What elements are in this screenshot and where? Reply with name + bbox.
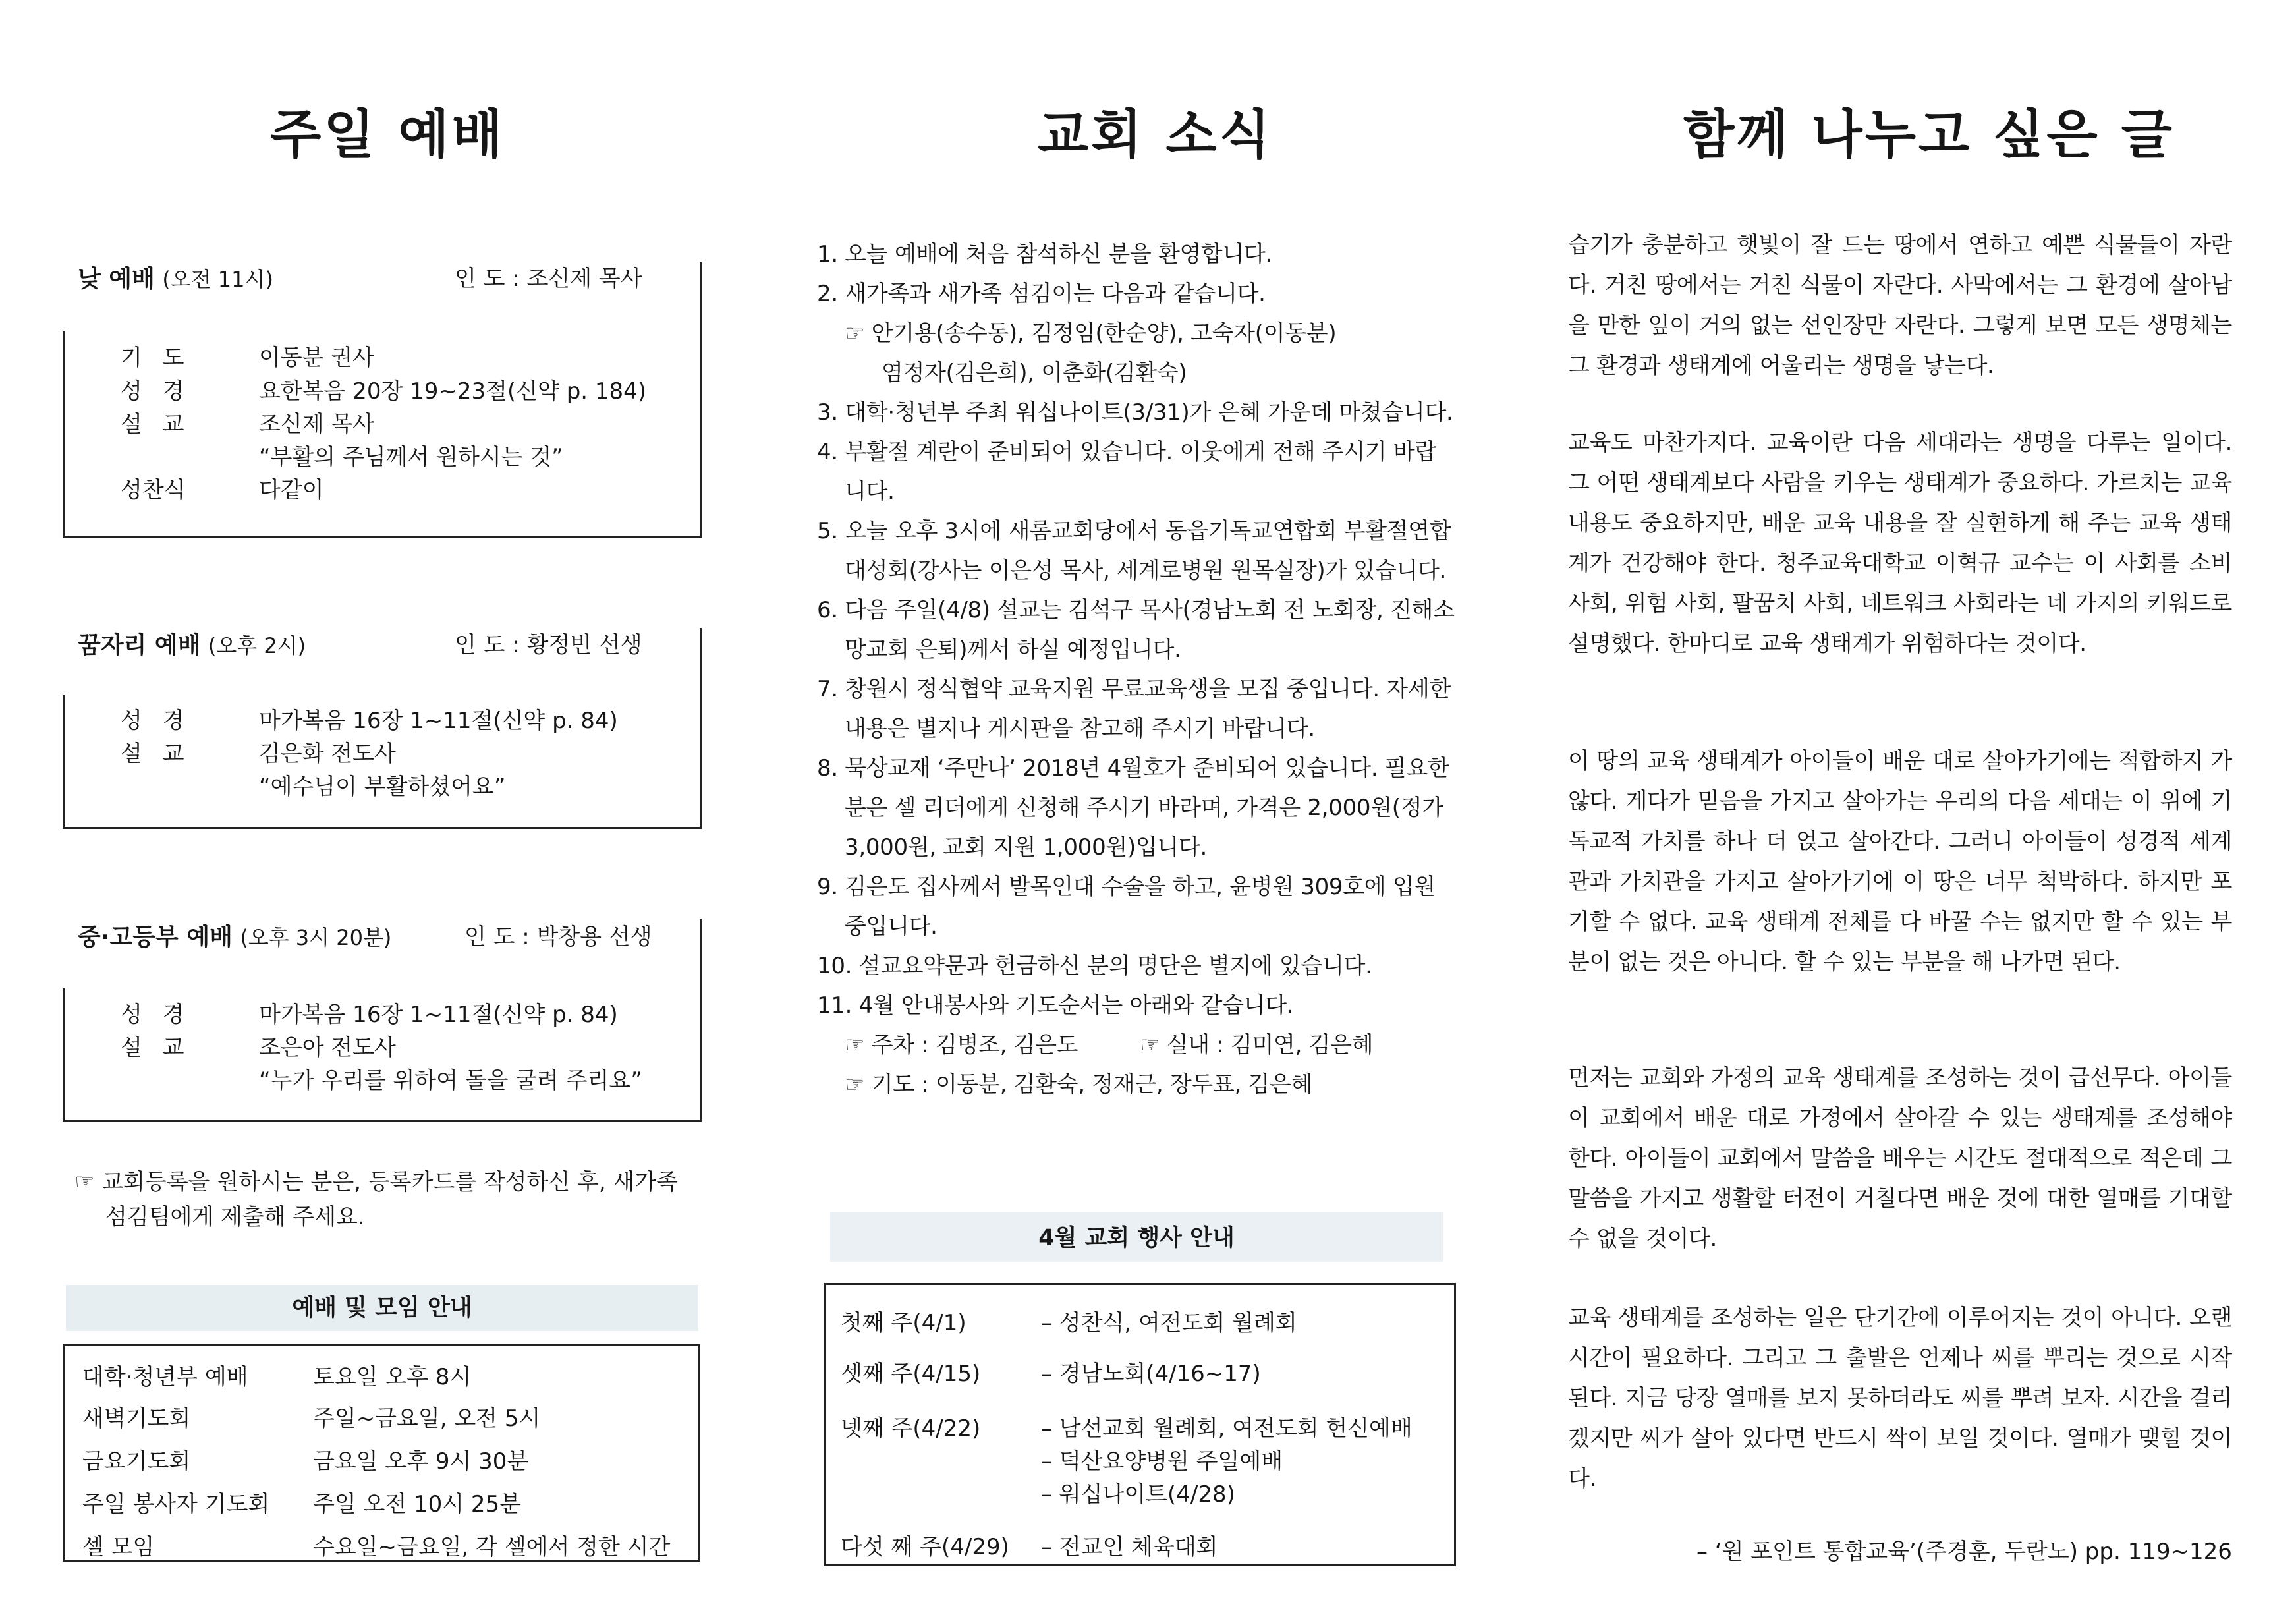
meeting-time: 수요일~금요일, 각 셀에서 정한 시간	[313, 1534, 671, 1560]
worship-name: 꿈자리 예배	[78, 632, 201, 659]
news-item: 8. 묵상교재 ‘주만나’ 2018년 4월호가 준비되어 있습니다. 필요한	[817, 755, 1449, 781]
news-subitem: ☞ 실내 : 김미연, 김은혜	[1140, 1032, 1374, 1058]
essay-paragraph: 먼저는 교회와 가정의 교육 생태계를 조성하는 것이 급선무다. 아이들이 교회에서 배운 대로 가정에서 살아갈 수 있는 생태계를 조성해야 한다. 아이들이 교회에서 말씀을 배우는 시간도 절대적으로 적은데 그 말씀을 가지고 생활할 터전이 거칠다면 배운 것에 대한 열매를 기대할 수 없을 것이다.	[1568, 1065, 2232, 1252]
news-item: 4. 부활절 계란이 준비되어 있습니다. 이웃에게 전해 주시기 바랍	[817, 439, 1437, 465]
news-subitem: ☞ 기도 : 이동분, 김환숙, 정재근, 장두표, 김은혜	[845, 1071, 1313, 1098]
news-item: 1. 오늘 예배에 처음 참석하신 분을 환영합니다.	[817, 241, 1273, 268]
row-label: 설 교	[121, 1035, 191, 1061]
meeting-time: 금요일 오후 9시 30분	[313, 1448, 529, 1475]
row-value: 마가복음 16장 1~11절(신약 p. 84)	[259, 708, 618, 734]
box-border	[63, 988, 65, 1121]
meeting-name: 셀 모임	[82, 1534, 155, 1560]
sermon-title: “부활의 주님께서 원하시는 것”	[259, 444, 563, 470]
worship-leader: 인 도 : 박창용 선생	[464, 924, 652, 950]
heading-sunday-worship: 주일 예배	[270, 104, 505, 165]
news-item-cont: 3,000원, 교회 지원 1,000원)입니다.	[845, 834, 1208, 861]
row-label: 설 교	[121, 741, 191, 767]
news-item: 11. 4월 안내봉사와 기도순서는 아래와 같습니다.	[817, 992, 1294, 1019]
news-item: 5. 오늘 오후 3시에 새롬교회당에서 동읍기독교연합회 부활절연합	[817, 518, 1451, 544]
news-item: 2. 새가족과 새가족 섬김이는 다음과 같습니다.	[817, 281, 1266, 307]
box-border	[700, 262, 702, 536]
row-value: 마가복음 16장 1~11절(신약 p. 84)	[259, 1002, 618, 1028]
news-item-cont: 중입니다.	[845, 913, 938, 940]
registration-note: ☞ 교회등록을 원하시는 분은, 등록카드를 작성하신 후, 새가족	[74, 1169, 679, 1195]
news-item: 3. 대학·청년부 주최 워십나이트(3/31)가 은혜 가운데 마쳤습니다.	[817, 399, 1453, 426]
meeting-time: 주일 오전 10시 25분	[313, 1491, 522, 1518]
sermon-title: “누가 우리를 위하여 돌을 굴려 주리요”	[259, 1067, 642, 1094]
heading-church-news: 교회 소식	[1038, 104, 1273, 165]
meeting-time: 토요일 오후 8시	[313, 1364, 472, 1390]
worship-time: (오전 11시)	[162, 267, 273, 292]
row-value: 이동분 권사	[259, 345, 375, 371]
event-week: 다섯 째 주(4/29)	[841, 1534, 1009, 1560]
news-item: 6. 다음 주일(4/8) 설교는 김석구 목사(경남노회 전 노회장, 진해소	[817, 597, 1455, 623]
box-border	[700, 919, 702, 1120]
row-label: 성 경	[121, 1002, 191, 1028]
heading-shared-writing: 함께 나누고 싶은 글	[1683, 104, 2175, 165]
box-border	[63, 1120, 702, 1122]
row-value: 조신제 목사	[259, 411, 375, 438]
meeting-name: 금요기도회	[82, 1448, 191, 1475]
event-week: 첫째 주(4/1)	[841, 1310, 966, 1336]
news-subitem: 염정자(김은희), 이춘화(김환숙)	[882, 360, 1187, 386]
news-item: 10. 설교요약문과 헌금하신 분의 명단은 별지에 있습니다.	[817, 953, 1372, 979]
worship-leader: 인 도 : 조신제 목사	[455, 266, 642, 292]
sermon-title: “예수님이 부활하셨어요”	[259, 774, 506, 800]
news-item-cont: 니다.	[845, 478, 895, 505]
news-item-cont: 분은 셀 리더에게 신청해 주시기 바라며, 가격은 2,000원(정가	[845, 795, 1443, 821]
event-item: – 경남노회(4/16~17)	[1041, 1361, 1261, 1387]
event-item: – 워십나이트(4/28)	[1041, 1481, 1235, 1508]
meeting-name: 주일 봉사자 기도회	[82, 1491, 270, 1518]
meeting-time: 주일~금요일, 오전 5시	[313, 1405, 541, 1432]
news-item-cont: 대성회(강사는 이은성 목사, 세계로병원 원목실장)가 있습니다.	[845, 557, 1447, 584]
news-item-cont: 망교회 은퇴)께서 하실 예정입니다.	[845, 637, 1181, 663]
event-item: – 전교인 체육대회	[1041, 1534, 1218, 1560]
meetings-title: 예배 및 모임 안내	[292, 1295, 472, 1321]
row-label: 기 도	[121, 345, 191, 371]
news-item: 9. 김은도 집사께서 발목인대 수술을 하고, 윤병원 309호에 입원	[817, 874, 1436, 900]
worship-time: (오후 3시 20분)	[240, 925, 392, 950]
event-week: 넷째 주(4/22)	[841, 1415, 981, 1442]
news-subitem: ☞ 주차 : 김병조, 김은도	[845, 1032, 1078, 1058]
row-label: 성찬식	[121, 477, 186, 503]
essay-paragraph: 이 땅의 교육 생태계가 아이들이 배운 대로 살아가기에는 적합하지 가 않다. 게다가 믿음을 가지고 살아가는 우리의 다음 세대는 이 위에 기독교적 가치를 하나 더 얹고 살아간다. 그러니 아이들이 성경적 세계관과 가치관을 가지고 살아가기에 이 땅은 너무 척박하다. 하지만 포기할 수 없다. 교육 생태계 전체를 다 바꿀 수는 없지만 할 수 있는 부분이 없는 것은 아니다. 할 수 있는 부분을 해 나가면 된다.	[1568, 748, 2232, 975]
event-item: – 남선교회 월례회, 여전도회 헌신예배	[1041, 1415, 1413, 1442]
event-item: – 덕산요양병원 주일예배	[1041, 1448, 1283, 1475]
event-item: – 성찬식, 여전도회 월례회	[1041, 1310, 1297, 1336]
row-value: 다같이	[259, 477, 324, 503]
essay-paragraph: 습기가 충분하고 햇빛이 잘 드는 땅에서 연하고 예쁜 식물들이 자란다. 거친 땅에서는 거친 식물이 자란다. 사막에서는 그 환경에 살아남을 만한 잎이 거의 없는 선인장만 자란다. 그렇게 보면 모든 생명체는 그 환경과 생태계에 어울리는 생명을 낳는다.	[1568, 232, 2232, 379]
row-label: 설 교	[121, 411, 191, 438]
worship-name: 중·고등부 예배	[78, 924, 233, 951]
meeting-name: 대학·청년부 예배	[82, 1364, 248, 1390]
box-border	[63, 695, 65, 828]
news-item-cont: 내용은 별지나 게시판을 참고해 주시기 바랍니다.	[845, 716, 1315, 742]
essay-source: – ‘원 포인트 통합교육’(주경훈, 두란노) pp. 119~126	[1696, 1539, 2232, 1565]
registration-note-cont: 섬김팀에게 제출해 주세요.	[105, 1204, 365, 1230]
box-border	[63, 827, 702, 829]
worship-name: 낮 예배	[78, 266, 155, 293]
event-week: 셋째 주(4/15)	[841, 1361, 981, 1387]
box-border	[63, 536, 702, 538]
news-item: 7. 창원시 정식협약 교육지원 무료교육생을 모집 중입니다. 자세한	[817, 676, 1451, 702]
row-label: 성 경	[121, 378, 191, 405]
news-subitem: ☞ 안기용(송수동), 김정임(한순양), 고숙자(이동분)	[845, 320, 1337, 347]
worship-leader: 인 도 : 황정빈 선생	[455, 632, 642, 658]
box-border	[700, 628, 702, 827]
box-border	[63, 331, 65, 537]
row-label: 성 경	[121, 708, 191, 734]
row-value: 요한복음 20장 19~23절(신약 p. 184)	[259, 378, 647, 405]
row-value: 김은화 전도사	[259, 741, 396, 767]
meeting-name: 새벽기도회	[82, 1405, 191, 1432]
row-value: 조은아 전도사	[259, 1035, 396, 1061]
essay-paragraph: 교육도 마찬가지다. 교육이란 다음 세대라는 생명을 다루는 일이다. 그 어떤 생태계보다 사람을 키우는 생태계가 중요하다. 가르치는 교육 내용도 중요하지만, 배운 교육 내용을 잘 실현하게 해 주는 교육 생태계가 건강해야 한다. 청주교육대학교 이혁규 교수는 이 사회를 소비 사회, 위험 사회, 팔꿈치 사회, 네트워크 사회라는 네 가지의 키워드로 설명했다. 한마디로 교육 생태계가 위험하다는 것이다.	[1568, 430, 2232, 657]
essay-paragraph: 교육 생태계를 조성하는 일은 단기간에 이루어지는 것이 아니다. 오랜 시간이 필요하다. 그리고 그 출발은 언제나 씨를 뿌리는 것으로 시작된다. 지금 당장 열매를 보지 못하더라도 씨를 뿌려 보자. 시간을 걸리겠지만 씨가 살아 있다면 반드시 싹이 보일 것이다. 열매가 맺힐 것이다.	[1568, 1305, 2232, 1492]
events-title: 4월 교회 행사 안내	[1038, 1225, 1235, 1251]
worship-time: (오후 2시)	[208, 633, 306, 658]
